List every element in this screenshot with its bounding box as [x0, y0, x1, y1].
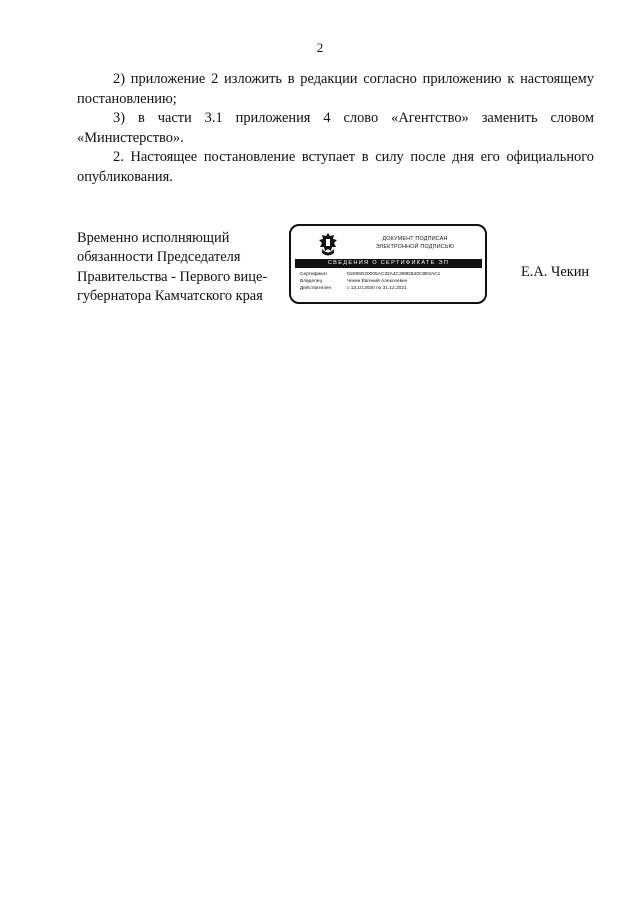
stamp-details	[300, 271, 485, 293]
stamp-row-value: Чекин Евгений Алексеевич	[347, 279, 408, 285]
signer-title-line: обязанности Председателя	[77, 249, 241, 266]
signer-name: Е.А. Чекин	[521, 264, 590, 280]
signer-title-line: Временно исполняющий	[77, 230, 230, 246]
page-number: 2	[316, 40, 324, 55]
paragraph-item-2: 2) приложение 2 изложить в редакции согласно приложению к настоящему постановлению;	[77, 71, 594, 107]
stamp-row-value: 01E95D20005AC32A4C399DB40C8E0AC1	[347, 272, 441, 277]
coat-of-arms-icon	[317, 232, 339, 258]
stamp-header-line: ДОКУМЕНТ ПОДПИСАН	[382, 236, 448, 242]
paragraph-item-3: 3) в части 3.1 приложения 4 слово «Агентство» заменить словом «Министерство».	[77, 110, 594, 146]
stamp-row-owner	[300, 278, 485, 285]
stamp-header-line: ЭЛЕКТРОННОЙ ПОДПИСЬЮ	[375, 243, 455, 250]
stamp-row-label: Владелец	[300, 279, 323, 285]
signer-title-line: губернатора Камчатского края	[77, 287, 263, 304]
paragraph-effective-date: 2. Настоящее постановление вступает в силу после дня его официального опубликования.	[77, 149, 594, 185]
signer-title	[77, 229, 287, 306]
stamp-row-certificate	[300, 271, 485, 278]
stamp-row-value: с 13.10.2020 по 31.12.2021	[347, 286, 407, 292]
stamp-header	[343, 236, 487, 251]
stamp-row-label: Сертификат	[300, 272, 328, 277]
stamp-row-label: Действителен	[300, 286, 332, 292]
e-signature-stamp	[289, 224, 487, 304]
signer-title-line: Правительства - Первого вице-	[77, 268, 268, 285]
body-text	[77, 70, 594, 187]
stamp-certificate-band: СВЕДЕНИЯ О СЕРТИФИКАТЕ ЭП	[295, 259, 482, 268]
stamp-row-validity	[300, 285, 485, 292]
